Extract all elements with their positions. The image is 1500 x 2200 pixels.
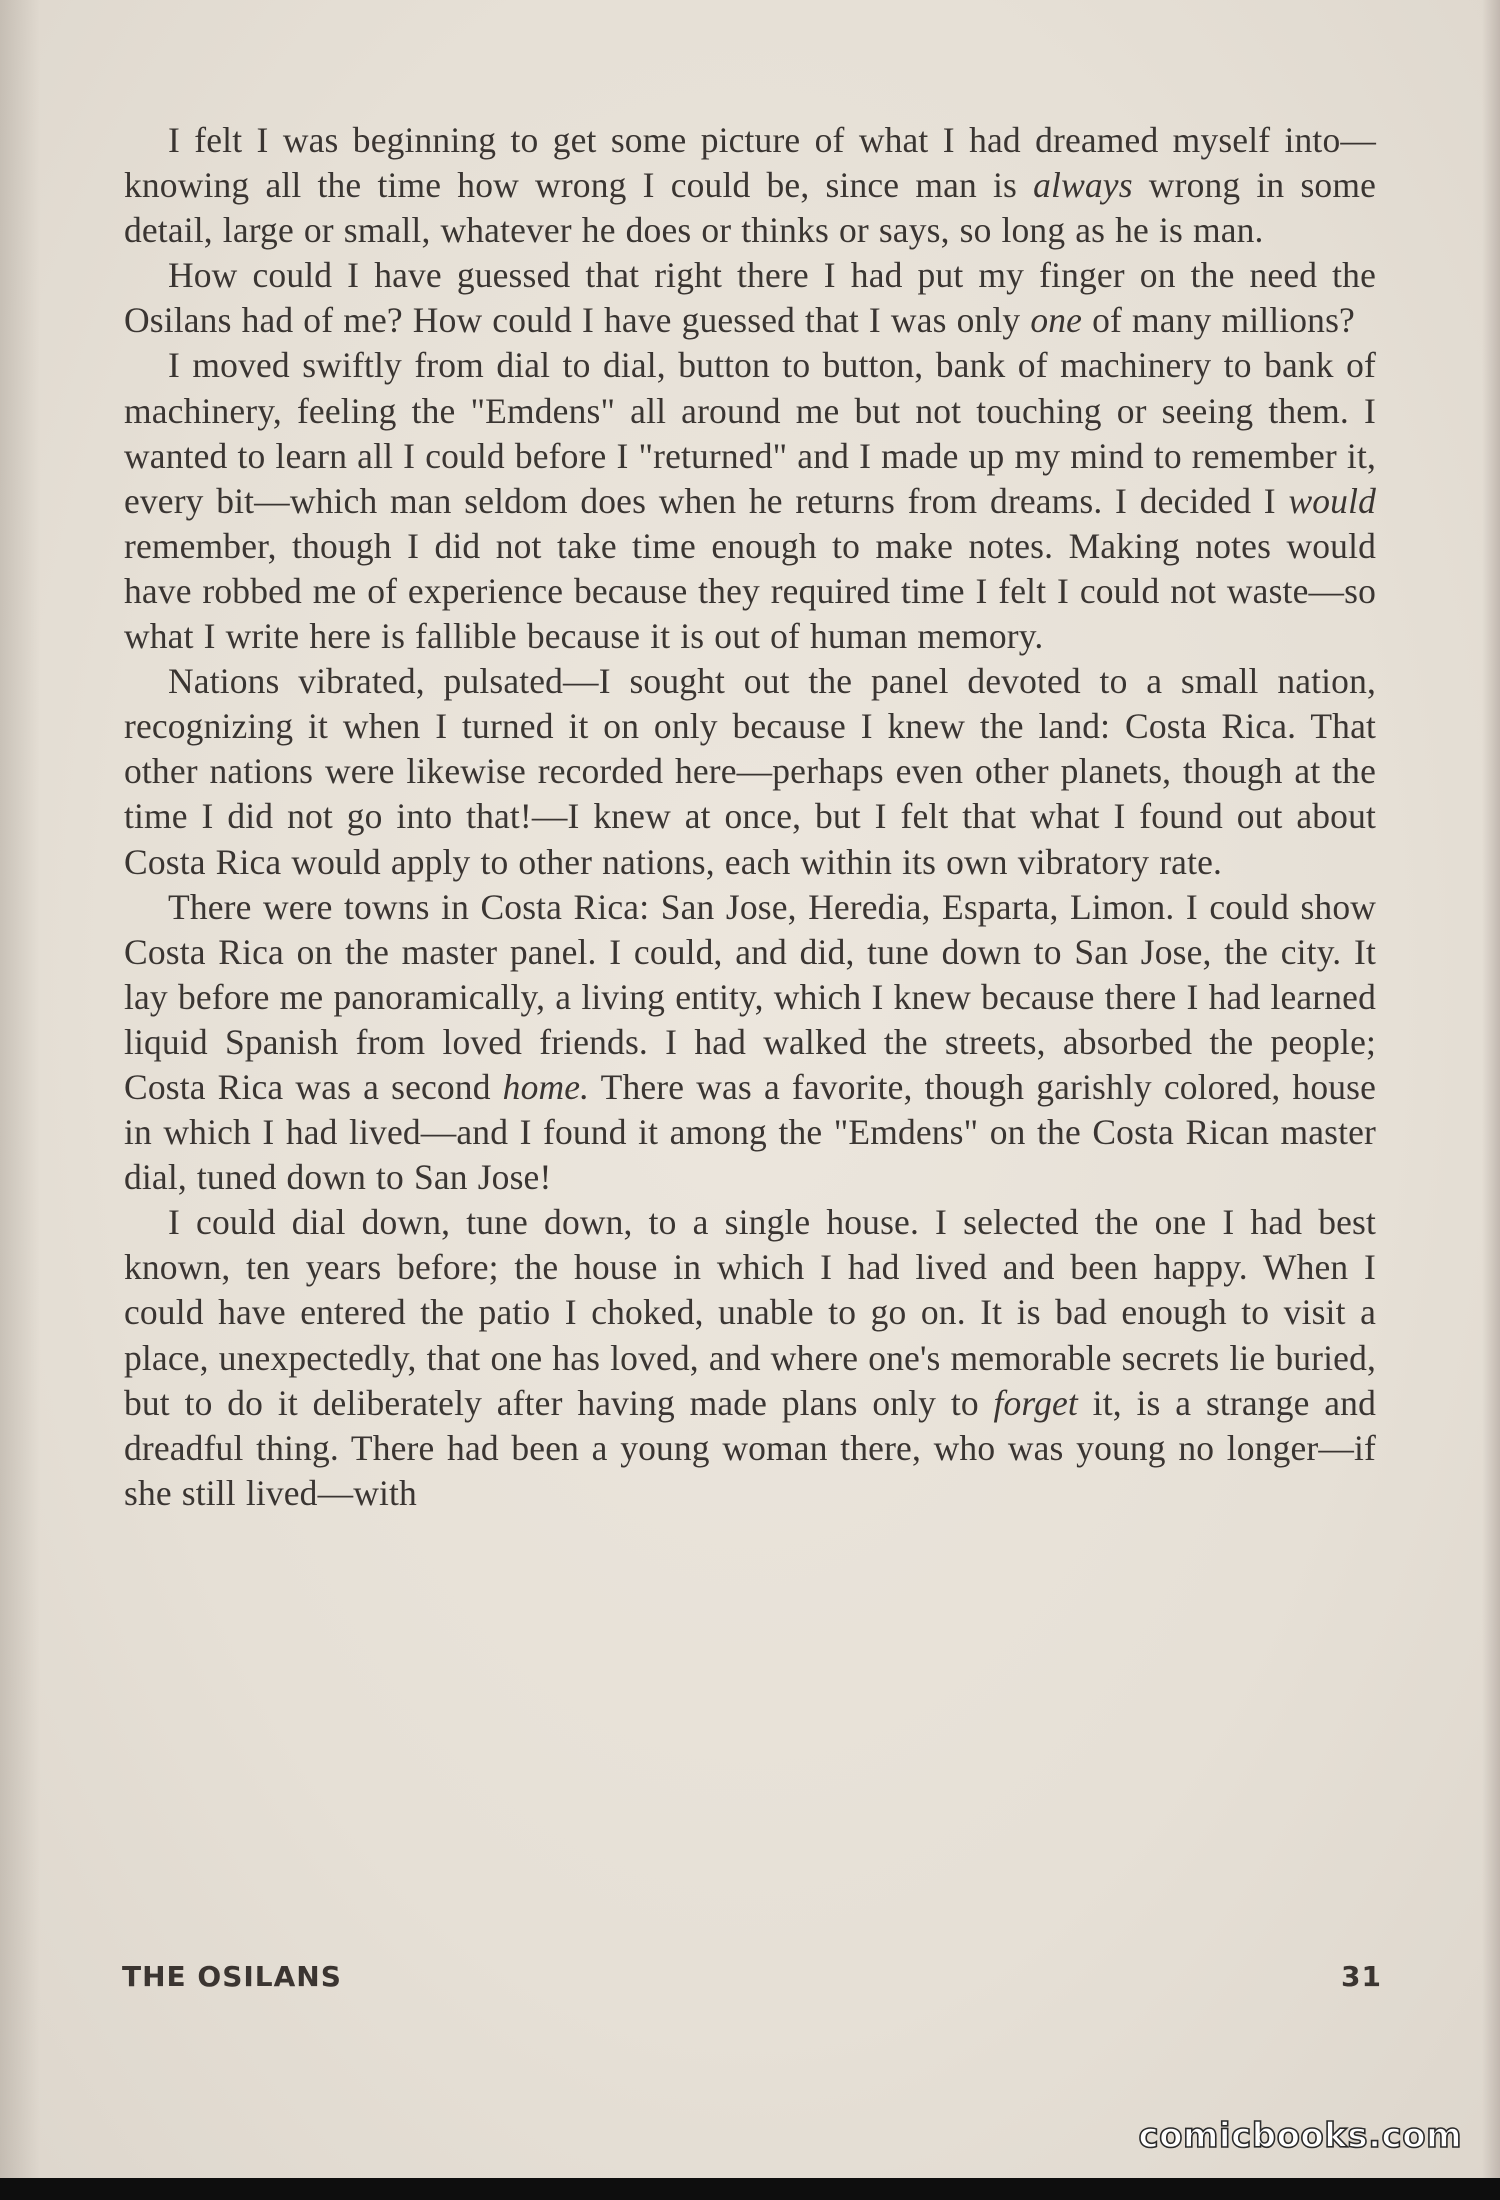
body-text [124, 118, 1376, 1516]
text-run: There were towns in Costa Rica: San Jose, Heredia, Esparta, Limon. I could show Costa Rica on the master panel. I could, and did, tune down to San Jose, the city. It lay before me panoramically, a living entity, which I knew because there I had learned liquid Spanish from loved friends. I had walked the streets, absorbed the people; Costa Rica was a second [124, 886, 1376, 1107]
paragraph [124, 253, 1376, 343]
paragraph [124, 659, 1376, 884]
text-run: I felt I was beginning to get some picture of what I had dreamed myself into—knowing all the time how wrong I could be, since man is [124, 120, 1376, 206]
paragraph [124, 885, 1376, 1201]
italic-text: home. [502, 1066, 590, 1107]
text-run: remember, though I did not take time enough to make notes. Making notes would have robbed me of experience because they required time I felt I could not waste—so what I write here is fallible because it is out of human memory. [124, 525, 1376, 657]
page-edge [1482, 0, 1500, 2200]
italic-text: always [1033, 165, 1133, 206]
page-number: 31 [1341, 1960, 1382, 1993]
paragraph [124, 118, 1376, 253]
text-run: it, is a strange and dreadful thing. There had been a young woman there, who was young no longer—if she still lived—with [124, 1382, 1376, 1513]
paragraph [124, 1200, 1376, 1516]
text-run: I could dial down, tune down, to a single house. I selected the one I had best known, ten years before; the house in which I had lived and been happy. When I could have entered the patio I choked, unable to go on. It is bad enough to visit a place, unexpectedly, that one has loved, and where one's memorable secrets lie buried, but to do it deliberately after having made plans only to [124, 1202, 1376, 1423]
italic-text: one [1030, 300, 1083, 341]
text-run: Nations vibrated, pulsated—I sought out the panel devoted to a small nation, recognizing it when I turned it on only because I knew the land: Costa Rica. That other nations were likewise recorded here—perhaps even other planets, though at the time I did not go into that!—I knew at once, but I felt that what I found out about Costa Rica would apply to other nations, each within its own vibratory rate. [124, 661, 1376, 882]
watermark-logo: comicbooks.com [1138, 2116, 1462, 2156]
page-spine-shadow [0, 0, 40, 2200]
page-footer [122, 1960, 1382, 1993]
paragraph [124, 343, 1376, 659]
text-run: How could I have guessed that right there I had put my finger on the need the Osilans had of me? How could I have guessed that I was only [124, 255, 1376, 341]
text-run: of many millions? [1082, 300, 1355, 341]
italic-text: forget [993, 1382, 1078, 1423]
text-run: There was a favorite, though garishly colored, house in which I had lived—and I found it among the "Emdens" on the Costa Rican master dial, tuned down to San Jose! [124, 1066, 1376, 1198]
text-run: wrong in some detail, large or small, whatever he does or thinks or says, so long as he is man. [124, 165, 1377, 251]
running-title: THE OSILANS [122, 1960, 342, 1993]
bottom-bar [0, 2178, 1500, 2200]
italic-text: would [1288, 480, 1376, 521]
text-run: I moved swiftly from dial to dial, button to button, bank of machinery to bank of machinery, feeling the "Emdens" all around me but not touching or seeing them. I wanted to learn all I could before I "returned" and I made up my mind to remember it, every bit—which man seldom does when he returns from dreams. I decided I [124, 345, 1376, 521]
